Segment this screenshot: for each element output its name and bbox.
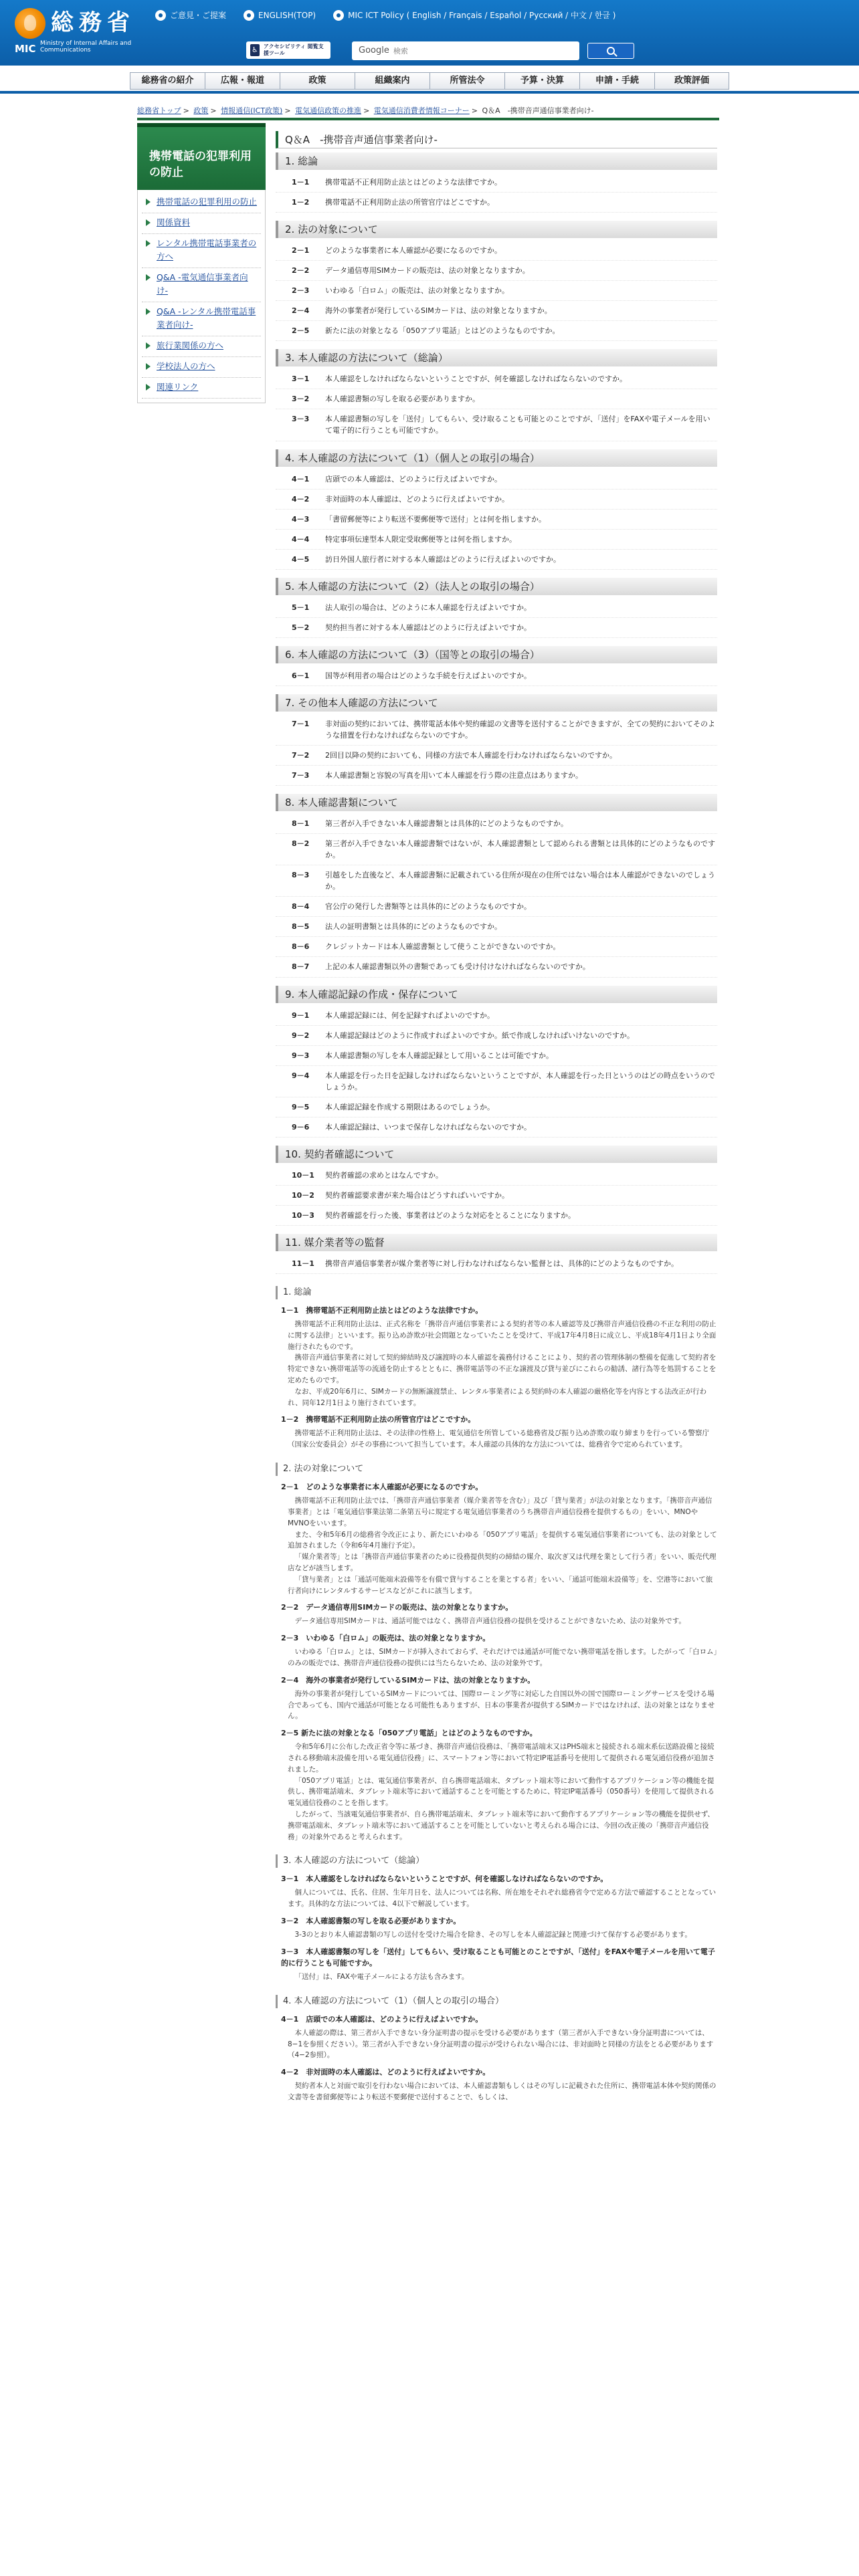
english-top-link[interactable]: ENGLISH(TOP)	[244, 9, 316, 22]
answer-body	[288, 2080, 717, 2103]
answer-paragraph: データ通信専用SIMカードは、通話可能ではなく、携帯音声通信役務の提供を受けることができないため、法の対象外です。	[294, 1617, 686, 1626]
question-number: 5－1	[292, 603, 310, 612]
question-number: 2－5	[292, 326, 310, 336]
question-number: 9－2	[292, 1031, 310, 1040]
answer-body	[288, 1887, 717, 1910]
question-row[interactable]	[276, 301, 717, 321]
question-row[interactable]	[276, 389, 717, 409]
question-number: 7－3	[292, 771, 310, 780]
sidebar-item[interactable]: 関係資料	[142, 213, 261, 234]
answer-question: 3－3 本人確認書類の写しを「送付」してもらい、受け取ることも可能とのことですが、「送付」をFAXや電子メールを用いて電子的に行うことも可能ですか。	[281, 1947, 715, 1967]
answer-paragraph: 「貸与業者」とは「通話可能端末設備等を有償で貸与することを業とする者」をいい、「通話可能端末設備等」を、空港等において旅行者向けにレンタルするサービスなどがこれに該当します。	[288, 1575, 713, 1595]
question-number: 6－1	[292, 671, 310, 680]
question-link[interactable]: 本人確認書類と容貌の写真を用いて本人確認を行う際の注意点はありますか。	[325, 771, 583, 780]
section-heading: 4. 本人確認の方法について（1）（個人との取引の場合）	[276, 449, 717, 467]
question-row[interactable]	[276, 714, 717, 746]
page-title: Q＆A -携帯音声通信事業者向け-	[276, 131, 717, 148]
answer-question: 4－1 店頭での本人確認は、どのように行えばよいですか。	[281, 2014, 483, 2024]
radio-dot-icon	[155, 10, 166, 21]
question-row[interactable]	[276, 666, 717, 686]
search-icon	[607, 47, 615, 55]
section-heading: 9. 本人確認記録の作成・保存について	[276, 986, 717, 1003]
question-link[interactable]: 官公庁の発行した書類等とは具体的にどのようなものですか。	[325, 902, 531, 911]
answer-paragraph: なお、平成20年6月に、SIMカードの無断譲渡禁止、レンタル事業者による契約時の本人確認の厳格化等を内容とする法改正が行われ、同年12月1日より施行されています。	[288, 1387, 707, 1407]
section-heading: 7. その他本人確認の方法について	[276, 694, 717, 712]
nav-item-procedures[interactable]: 申請・手続	[579, 72, 654, 90]
accessibility-button[interactable]	[246, 41, 330, 59]
nav-item-organization[interactable]: 組織案内	[355, 72, 430, 90]
answer-paragraph: 海外の事業者が発行しているSIMカードについては、国際ローミング等に対応した自国以外の国で国際ローミングサービスを受ける場合であっても、国内で通話が可能となる可能性もありますが、日本の事業者が提供するSIMカードではなければ、法の対象とはなりません。	[288, 1689, 715, 1721]
breadcrumb-link[interactable]: 電気通信消費者情報コーナー	[373, 106, 470, 115]
question-number: 3－1	[292, 374, 310, 384]
question-link[interactable]: データ通信専用SIMカードの販売は、法の対象となりますか。	[325, 266, 530, 276]
question-link[interactable]: 契約者確認要求書が来た場合はどうすればいいですか。	[325, 1190, 509, 1200]
question-link[interactable]: 本人確認記録を作成する期限はあるのでしょうか。	[325, 1102, 494, 1111]
sidebar-item[interactable]: 携帯電話の犯罪利用の防止	[142, 193, 261, 213]
question-row[interactable]	[276, 490, 717, 510]
answer-paragraph: いわゆる「白ロム」とは、SIMカードが挿入されておらず、それだけでは通話が可能でない携帯電話を指します。したがって「白ロム」のみの販売では、携帯音声通信役務の提供には当たらないため、法の対象外です。	[288, 1648, 717, 1667]
question-link[interactable]: 引越をした直後など、本人確認書類に記載されている住所が現在の住所ではない場合は本人確認ができないのでしょうか。	[325, 871, 715, 891]
question-link[interactable]: 携帯電話不正利用防止法とはどのような法律ですか。	[325, 178, 502, 187]
question-number: 8－2	[292, 839, 310, 849]
question-index	[276, 152, 717, 1274]
ict-policy-link[interactable]: MIC ICT Policy ( English / Français / Español / Pусский / 中文 / 한글 )	[333, 9, 615, 22]
section-heading: 2. 法の対象について	[276, 221, 717, 238]
answer-paragraph: 「媒介業者等」とは「携帯音声通信事業者のために役務提供契約の締結の媒介、取次ぎ又は代理を業として行う者」をいい、販売代理店などが該当します。	[288, 1553, 717, 1572]
answer-paragraph: 令和5年6月に公布した改正省令等に基づき、携帯音声通信役務は、「携帯電話端末又はPHS端末と接続される端末系伝送路設備と接続される移動端末設備を用いる電気通信役務」に、スマートフォン等において特定IP電話番号を使用して提供される電気通信役務が追加されました。	[288, 1743, 715, 1774]
question-number: 3－2	[292, 395, 310, 404]
sidebar-title: 携帯電話の犯罪利用の防止	[137, 123, 266, 190]
question-number: 10－2	[292, 1190, 314, 1200]
question-number: 11－1	[292, 1259, 314, 1268]
question-row[interactable]	[276, 369, 717, 389]
question-number: 8－3	[292, 871, 310, 880]
sidebar	[137, 123, 266, 403]
answer-section-heading: 1. 総論	[276, 1286, 717, 1299]
answer-paragraph: また、令和5年6月の総務省令改正により、新たにいわゆる「050アプリ電話」を提供する電気通信事業者についても、法の対象として追加されました（令和6年4月施行予定）。	[288, 1530, 717, 1550]
answer-body	[288, 1689, 717, 1722]
answer-body	[288, 1495, 717, 1596]
answer-question: 2－2 データ通信専用SIMカードの販売は、法の対象となりますか。	[281, 1603, 513, 1612]
section-heading: 8. 本人確認書類について	[276, 794, 717, 811]
question-number: 4－5	[292, 554, 310, 564]
answer-list	[276, 1286, 717, 2103]
question-number: 4－3	[292, 514, 310, 524]
answer-paragraph: 携帯音声通信事業者に対して契約締結時及び譲渡時の本人確認を義務付けることにより、契約者の管理体制の整備を促進して契約者を特定できない携帯電話等の流通を防止するとともに、携帯電話等の不正な譲渡及び貸与並びにこれらの勧誘、諸行為等を処罰することを定めたものです。	[288, 1354, 717, 1385]
question-row[interactable]	[276, 281, 717, 301]
question-link[interactable]: 携帯電話不正利用防止法の所管官庁はどこですか。	[325, 198, 494, 207]
question-number: 7－2	[292, 750, 310, 760]
question-row[interactable]	[276, 937, 717, 957]
global-nav	[0, 66, 859, 94]
question-number: 2－1	[292, 246, 310, 255]
question-number: 2－3	[292, 286, 310, 296]
breadcrumb-current: Q＆A -携帯音声通信事業者向け-	[482, 106, 594, 115]
question-number: 9－3	[292, 1051, 310, 1060]
question-row[interactable]	[276, 834, 717, 865]
section-heading: 5. 本人確認の方法について（2）（法人との取引の場合）	[276, 578, 717, 595]
section-heading: 11. 媒介業者等の監督	[276, 1234, 717, 1251]
question-link[interactable]: 特定事項伝達型本人限定受取郵便等とは何を指しますか。	[325, 534, 516, 544]
question-link[interactable]: 2回目以降の契約においても、同様の方法で本人確認を行わなければならないのですか。	[325, 750, 617, 760]
question-link[interactable]: 本人確認をしなければならないということですが、何を確認しなければならないのですか。	[325, 374, 627, 384]
breadcrumb-link[interactable]: 政策	[193, 106, 209, 115]
question-row[interactable]	[276, 865, 717, 897]
header-top-links	[155, 9, 633, 22]
question-row[interactable]	[276, 746, 717, 766]
question-link[interactable]: 契約担当者に対する本人確認はどのように行えばよいですか。	[325, 623, 531, 632]
question-row[interactable]	[276, 1006, 717, 1026]
sidebar-item[interactable]: Q&A -電気通信事業者向け-	[142, 268, 261, 302]
question-row[interactable]	[276, 618, 717, 638]
question-number: 10－3	[292, 1210, 314, 1220]
answer-body	[288, 2028, 717, 2061]
answer-question: 3－2 本人確認書類の写しを取る必要がありますか。	[281, 1917, 461, 1926]
sidebar-menu	[137, 190, 266, 403]
question-number: 9－6	[292, 1122, 310, 1132]
question-row[interactable]	[276, 1254, 717, 1274]
question-link[interactable]: 本人確認記録には、何を記録すればよいのですか。	[325, 1010, 494, 1020]
sidebar-item[interactable]: 関連リンク	[142, 378, 261, 399]
question-link[interactable]: 第三者が入手できない本人確認書類ではないが、本人確認書類として認められる書類とは具体的にどのようなものですか。	[325, 839, 715, 860]
question-number: 1－1	[292, 178, 310, 187]
question-row[interactable]	[276, 173, 717, 193]
sidebar-item[interactable]: Q&A -レンタル携帯電話事業者向け-	[142, 302, 261, 336]
search-brand: Google	[359, 45, 389, 56]
question-link[interactable]: 契約者確認を行った後、事業者はどのような対応をとることになりますか。	[325, 1210, 575, 1220]
answer-question: 3－1 本人確認をしなければならないということですが、何を確認しなければならないのですか。	[281, 1874, 608, 1884]
question-row[interactable]	[276, 321, 717, 341]
question-number: 8－6	[292, 942, 310, 952]
question-row[interactable]	[276, 957, 717, 977]
question-number: 8－1	[292, 819, 310, 829]
question-row[interactable]	[276, 1186, 717, 1206]
question-link[interactable]: いわゆる「白ロム」の販売は、法の対象となりますか。	[325, 286, 509, 296]
breadcrumb-link[interactable]: 情報通信(ICT政策)	[221, 106, 283, 115]
question-row[interactable]	[276, 1046, 717, 1066]
question-number: 2－2	[292, 266, 310, 276]
question-row[interactable]	[276, 1026, 717, 1046]
answer-question: 2－4 海外の事業者が発行しているSIMカードは、法の対象となりますか。	[281, 1675, 535, 1685]
question-link[interactable]: 新たに法の対象となる「050アプリ電話」とはどのようなものですか。	[325, 326, 560, 336]
site-header	[0, 0, 859, 66]
nav-item-evaluation[interactable]: 政策評価	[654, 72, 729, 90]
question-row[interactable]	[276, 1117, 717, 1138]
answer-question: 1－2 携帯電話不正利用防止法の所管官庁はどこですか。	[281, 1415, 476, 1424]
answer-body	[288, 1971, 717, 1983]
main-content	[276, 131, 717, 2103]
question-number: 9－1	[292, 1010, 310, 1020]
site-logo[interactable]	[15, 8, 142, 56]
sidebar-item[interactable]: 旅行業関係の方へ	[142, 336, 261, 357]
question-row[interactable]	[276, 241, 717, 261]
radio-dot-icon	[333, 10, 344, 21]
question-link[interactable]: 海外の事業者が発行しているSIMカードは、法の対象となりますか。	[325, 306, 552, 316]
question-row[interactable]	[276, 261, 717, 281]
question-number: 2－4	[292, 306, 310, 316]
question-row[interactable]	[276, 510, 717, 530]
answer-body	[288, 1319, 717, 1408]
logo-subtitle: Ministry of Internal Affairs and Communications	[40, 40, 132, 53]
logo-text: 総務省	[51, 9, 135, 36]
question-row[interactable]	[276, 530, 717, 550]
answer-paragraph: 「送付」は、FAXや電子メールによる方法も含みます。	[294, 1973, 469, 1981]
question-row[interactable]	[276, 917, 717, 937]
question-row[interactable]	[276, 766, 717, 786]
answer-paragraph: 携帯電話不正利用防止法は、その法律の性格上、電気通信を所管している総務省及び振り込め詐欺の取り締まりを行っている警察庁（国家公安委員会）がその事務について担当しています。本人確認の具体的な方法については、総務省令で定められています。	[288, 1429, 709, 1449]
question-link[interactable]: 非対面時の本人確認は、どのように行えばよいですか。	[325, 494, 509, 504]
logo-emblem-icon	[15, 8, 45, 39]
search-input[interactable]	[393, 47, 561, 56]
nav-item-budget[interactable]: 予算・決算	[504, 72, 579, 90]
breadcrumb-link[interactable]: 総務省トップ	[137, 106, 181, 115]
answer-section-heading: 3. 本人確認の方法について（総論）	[276, 1854, 717, 1868]
answer-paragraph: 携帯電話不正利用防止法では、「携帯音声通信事業者（媒介業者等を含む）」及び「貸与業者」が法の対象となります。「携帯音声通信事業者」とは「電気通信事業法第二条第五号に規定する電気通信事業者のうち携帯音声通信役務を提供するもの」をいい、MNOやMVNOをいいます。	[288, 1497, 712, 1527]
title-divider	[137, 118, 719, 120]
answer-question: 4－2 非対面時の本人確認は、どのように行えばよいですか。	[281, 2068, 490, 2077]
search-box	[352, 41, 579, 60]
question-number: 1－2	[292, 198, 310, 207]
question-link[interactable]: 第三者が入手できない本人確認書類とは具体的にどのようなものですか。	[325, 819, 568, 829]
breadcrumb: 総務省トップ > 政策 > 情報通信(ICT政策) > 電気通信政策の推進 > 電気通信消費者情報コーナー > Q＆A -携帯音声通信事業者向け-	[137, 106, 594, 115]
answer-section-heading: 2. 法の対象について	[276, 1463, 717, 1476]
question-row[interactable]	[276, 409, 717, 441]
answer-paragraph: 「050アプリ電話」とは、電気通信事業者が、自ら携帯電話端末、タブレット端末等において動作するアプリケーション等の機能を提供し、携帯電話端末、タブレット端末等において通話することを可能とするために、特定IP電話番号（050番号）を使用して提供される電気通信役務のことを指します。	[288, 1776, 714, 1808]
nav-item-about[interactable]: 総務省の紹介	[130, 72, 205, 90]
radio-dot-icon	[244, 10, 254, 21]
answer-body	[288, 1929, 717, 1941]
question-link[interactable]: 本人確認記録は、いつまで保存しなければならないのですか。	[325, 1122, 531, 1132]
question-link[interactable]: 本人確認記録はどのように作成すればよいのですか。紙で作成しなければいけないのですか。	[325, 1031, 634, 1040]
question-number: 5－2	[292, 623, 310, 632]
question-link[interactable]: 「書留郵便等により転送不要郵便等で送付」とは何を指しますか。	[325, 514, 546, 524]
question-row[interactable]	[276, 1166, 717, 1186]
question-number: 3－3	[292, 415, 310, 424]
nav-item-press[interactable]: 広報・報道	[205, 72, 280, 90]
question-number: 8－7	[292, 962, 310, 972]
answer-section-heading: 4. 本人確認の方法について（1）（個人との取引の場合）	[276, 1995, 717, 2008]
section-heading: 6. 本人確認の方法について（3）（国等との取引の場合）	[276, 646, 717, 663]
question-link[interactable]: 携帯音声通信事業者が媒介業者等に対し行わなければならない監督とは、具体的にどのようなものですか。	[325, 1259, 678, 1268]
answer-question: 2－1 どのような事業者に本人確認が必要になるのですか。	[281, 1483, 483, 1492]
answer-paragraph: 個人については、氏名、住居、生年月日を、法人については名称、所在地をそれぞれ総務省令で定める方法で確認することとなっています。具体的な方法については、4以下で解説しています。	[288, 1889, 717, 1909]
answer-body	[288, 1741, 717, 1842]
question-number: 4－4	[292, 534, 310, 544]
question-row[interactable]	[276, 897, 717, 917]
question-number: 4－2	[292, 494, 310, 504]
question-number: 9－4	[292, 1071, 310, 1080]
question-row[interactable]	[276, 1066, 717, 1097]
nav-item-laws[interactable]: 所管法令	[430, 72, 504, 90]
question-link[interactable]: 本人確認書類の写しを「送付」してもらい、受け取ることも可能とのことですが、「送付」をFAXや電子メールを用いて電子的に行うことも可能ですか。	[325, 415, 710, 435]
question-row[interactable]	[276, 814, 717, 834]
question-row[interactable]	[276, 1097, 717, 1117]
question-link[interactable]: 店頭での本人確認は、どのように行えばよいですか。	[325, 474, 502, 484]
section-heading: 10. 契約者確認について	[276, 1146, 717, 1163]
question-link[interactable]: 国等が利用者の場合はどのような手続を行えばよいのですか。	[325, 671, 531, 680]
logo-mic: MIC	[15, 43, 36, 55]
question-number: 7－1	[292, 719, 310, 728]
question-number: 8－4	[292, 902, 310, 911]
question-number: 4－1	[292, 474, 310, 484]
question-link[interactable]: 法人の証明書類とは具体的にどのようなものですか。	[325, 922, 502, 932]
section-heading: 1. 総論	[276, 152, 717, 170]
question-row[interactable]	[276, 469, 717, 490]
question-link[interactable]: 本人確認書類の写しを本人確認記録として用いることは可能ですか。	[325, 1051, 553, 1060]
sidebar-item[interactable]: 学校法人の方へ	[142, 357, 261, 378]
answer-body	[288, 1616, 717, 1627]
answer-paragraph: 契約者本人と対面で取引を行わない場合においては、本人確認書類もしくはその写しに記載された住所に、携帯電話本体や契約関係の文書等を書留郵便等により転送不要郵便で送付することで、もしくは、	[288, 2082, 717, 2102]
question-row[interactable]	[276, 550, 717, 570]
question-row[interactable]	[276, 193, 717, 213]
accessibility-icon: ♿	[250, 44, 260, 56]
answer-question: 2－3 いわゆる「白ロム」の販売は、法の対象となりますか。	[281, 1634, 490, 1643]
answer-paragraph: 携帯電話不正利用防止法は、正式名称を「携帯音声通信事業者による契約者等の本人確認等及び携帯音声通信役務の不正な利用の防止に関する法律」といいます。振り込め詐欺が社会問題となっていたことを受けて、平成17年4月8日に成立し、平成18年4月1日より全面施行されたものです。	[288, 1320, 717, 1351]
nav-item-policy[interactable]: 政策	[280, 72, 355, 90]
feedback-link[interactable]: ご意見・ご提案	[155, 9, 226, 22]
question-link[interactable]: 本人確認書類の写しを取る必要がありますか。	[325, 395, 480, 404]
question-link[interactable]: 上記の本人確認書類以外の書類であっても受け付けなければならないのですか。	[325, 962, 590, 972]
question-link[interactable]: クレジットカードは本人確認書類として使うことができないのですか。	[325, 942, 561, 952]
question-row[interactable]	[276, 598, 717, 618]
question-link[interactable]: 訪日外国人旅行者に対する本人確認はどのように行えばよいのですか。	[325, 554, 561, 564]
answer-question: 2－5 新たに法の対象となる「050アプリ電話」とはどのようなものですか。	[281, 1729, 537, 1738]
answer-paragraph: 本人確認の際は、第三者が入手できない身分証明書の提示を受ける必要があります（第三者が入手できない身分証明書については、8−1を参照ください）。第三者が入手できない身分証明書の提示が受けられない場合には、非対面時と同様の方法をとる必要があります（4−2参照）。	[288, 2028, 714, 2060]
accessibility-label: アクセシビリティ 閲覧支援ツール	[263, 43, 324, 56]
section-heading: 3. 本人確認の方法について（総論）	[276, 349, 717, 366]
question-link[interactable]: 契約者確認の求めとはなんですか。	[325, 1170, 443, 1180]
answer-body	[288, 1646, 717, 1669]
question-row[interactable]	[276, 1206, 717, 1226]
answer-body	[288, 1428, 717, 1451]
question-number: 9－5	[292, 1102, 310, 1111]
question-link[interactable]: 非対面の契約においては、携帯電話本体や契約確認の文書等を送付することができますが、全ての契約においてそのような措置を行わなければならないのですか。	[325, 719, 715, 740]
answer-paragraph: したがって、当該電気通信事業者が、自ら携帯電話端末、タブレット端末等において動作するアプリケーション等の機能を提供せず、携帯電話端末、タブレット端末等において通話することを可能としていないと考えられる場合には、今回の改正後の「携帯音声通信役務」の対象外であると考えられます。	[288, 1810, 714, 1841]
answer-question: 1－1 携帯電話不正利用防止法とはどのような法律ですか。	[281, 1306, 483, 1315]
breadcrumb-link[interactable]: 電気通信政策の推進	[295, 106, 362, 115]
search-button[interactable]	[587, 43, 634, 59]
question-number: 8－5	[292, 922, 310, 932]
question-number: 10－1	[292, 1170, 314, 1180]
question-link[interactable]: どのような事業者に本人確認が必要になるのですか。	[325, 246, 502, 255]
question-link[interactable]: 本人確認を行った日を記録しなければならないということですが、本人確認を行った日というのはどの時点をいうのでしょうか。	[325, 1071, 715, 1091]
answer-paragraph: 3-3のとおり本人確認書類の写しの送付を受けた場合を除き、その写しを本人確認記録と関連づけて保存する必要があります。	[294, 1931, 692, 1939]
question-link[interactable]: 法人取引の場合は、どのように本人確認を行えばよいですか。	[325, 603, 531, 612]
sidebar-item[interactable]: レンタル携帯電話事業者の方へ	[142, 234, 261, 268]
